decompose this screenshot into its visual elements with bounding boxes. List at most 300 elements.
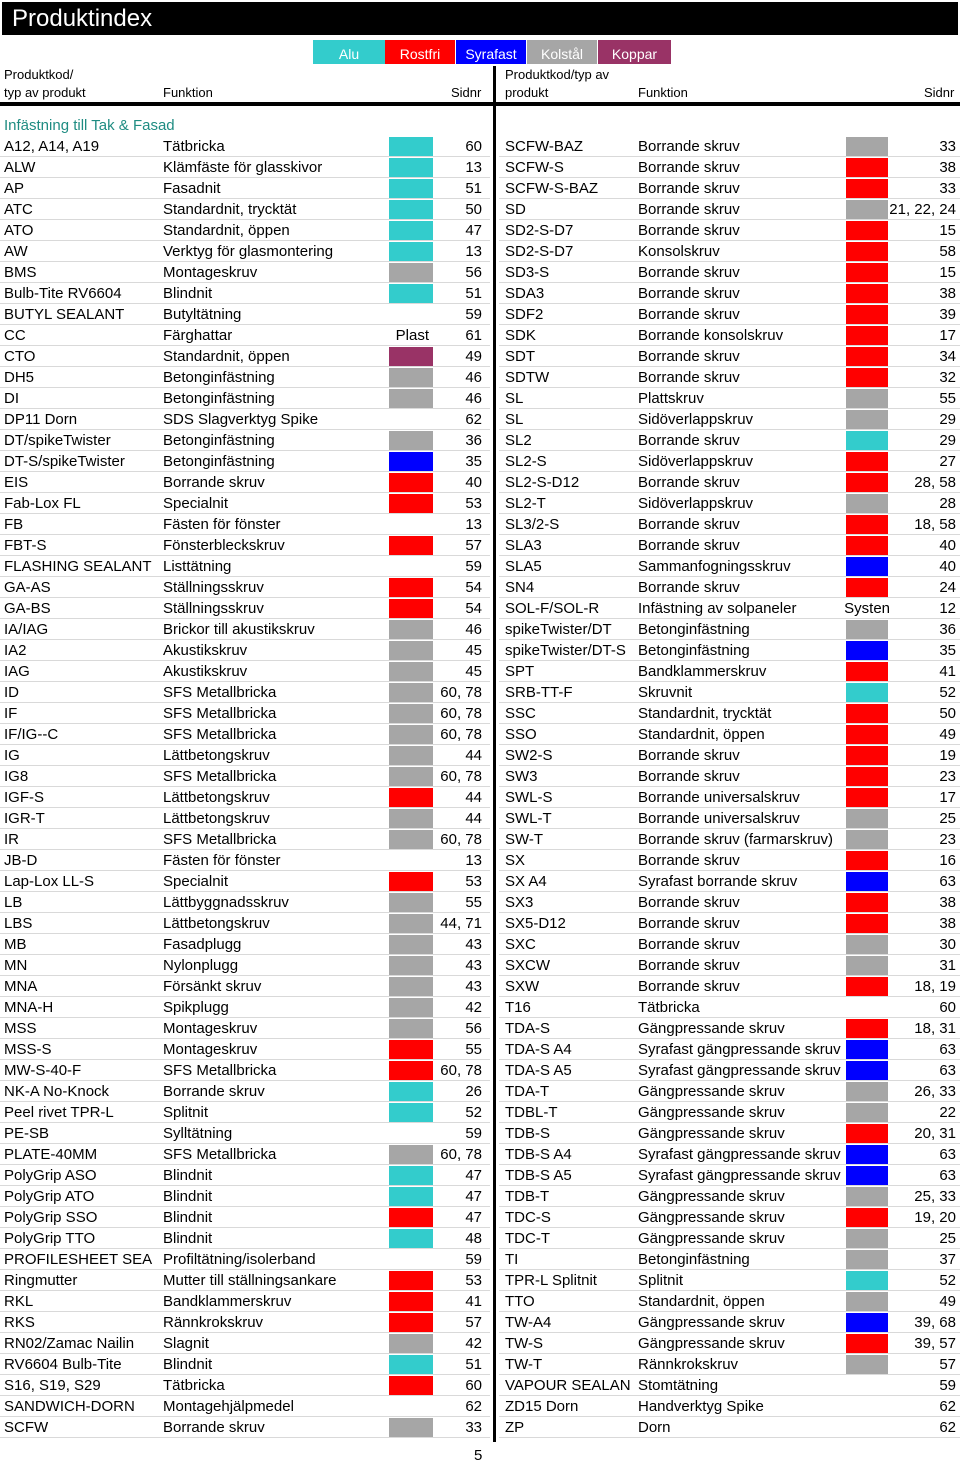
- product-row: [499, 199, 960, 220]
- material-note: Systen: [844, 600, 890, 617]
- product-row: [0, 997, 490, 1018]
- product-function: Sammanfogningsskruv: [638, 558, 791, 575]
- product-function: Konsolskruv: [638, 243, 720, 260]
- page-reference: 18, 58: [914, 516, 956, 533]
- page-reference: 18, 19: [914, 978, 956, 995]
- page-reference: 60, 78: [440, 831, 482, 848]
- product-row: [499, 514, 960, 535]
- product-row: [499, 766, 960, 787]
- product-row: [499, 451, 960, 472]
- material-swatch: [389, 872, 433, 891]
- product-function: Borrande skruv: [638, 432, 740, 449]
- material-swatch: [389, 1313, 433, 1332]
- product-code: SD2-S-D7: [505, 243, 574, 260]
- product-row: [499, 976, 960, 997]
- product-row: [499, 1186, 960, 1207]
- product-row: [499, 325, 960, 346]
- page-reference: 60, 78: [440, 705, 482, 722]
- page-reference: 45: [465, 663, 482, 680]
- product-function: Akustikskruv: [163, 642, 248, 659]
- page-reference: 38: [939, 915, 956, 932]
- product-function: Försänkt skruv: [163, 978, 262, 995]
- product-function: Borrande skruv (farmarskruv): [638, 831, 834, 848]
- product-row: [0, 1291, 490, 1312]
- product-row: [0, 199, 490, 220]
- product-code: SX3: [505, 894, 534, 911]
- material-swatch: [389, 704, 433, 723]
- product-row: [0, 346, 490, 367]
- material-swatch: [389, 977, 433, 996]
- page-reference: 54: [465, 579, 482, 596]
- product-row: [499, 1123, 960, 1144]
- material-swatch: [389, 1145, 433, 1164]
- product-code: SDT: [505, 348, 535, 365]
- page-reference: 15: [939, 222, 956, 239]
- material-note: Plast: [395, 327, 429, 344]
- material-swatch: [389, 998, 433, 1017]
- product-function: Borrande skruv: [638, 474, 740, 491]
- page-reference: 58: [939, 243, 956, 260]
- product-code: ID: [4, 684, 19, 701]
- product-row: [499, 1354, 960, 1375]
- right-product-list: [499, 136, 960, 1438]
- product-code: TDBL-T: [505, 1104, 558, 1121]
- page-reference: 51: [465, 285, 482, 302]
- material-swatch: [389, 368, 433, 387]
- product-code: SD3-S: [505, 264, 550, 281]
- page-reference: 57: [939, 1356, 956, 1373]
- material-swatch: [389, 1103, 433, 1122]
- product-code: IR: [4, 831, 19, 848]
- product-code: CC: [4, 327, 26, 344]
- product-row: [0, 262, 490, 283]
- page-reference: 48: [465, 1230, 482, 1247]
- page-reference: 42: [465, 999, 482, 1016]
- page-reference: 60, 78: [440, 684, 482, 701]
- product-code: SPT: [505, 663, 535, 680]
- product-code: IG: [4, 747, 20, 764]
- product-code: SL2-S: [505, 453, 547, 470]
- page-reference: 37: [939, 1251, 956, 1268]
- product-row: [499, 178, 960, 199]
- page-reference: 56: [465, 264, 482, 281]
- product-function: Montageskruv: [163, 1041, 258, 1058]
- product-row: [0, 682, 490, 703]
- product-code: DI: [4, 390, 19, 407]
- product-code: SX A4: [505, 873, 547, 890]
- product-code: TDA-S: [505, 1020, 550, 1037]
- page-reference: 55: [939, 390, 956, 407]
- product-row: [0, 388, 490, 409]
- product-code: SDA3: [505, 285, 545, 302]
- product-function: Handverktyg Spike: [638, 1398, 764, 1415]
- page-reference: 45: [465, 642, 482, 659]
- product-code: TDC-S: [505, 1209, 551, 1226]
- material-swatch: [389, 1187, 433, 1206]
- right-header-function: Funktion: [638, 85, 688, 100]
- product-function: Fästen för fönster: [163, 516, 281, 533]
- product-code: MNA: [4, 978, 38, 995]
- page-reference: 13: [465, 516, 482, 533]
- page-reference: 63: [939, 1041, 956, 1058]
- product-function: Rännkrokskruv: [638, 1356, 739, 1373]
- product-function: Borrande skruv: [638, 180, 740, 197]
- product-function: Akustikskruv: [163, 663, 248, 680]
- product-row: [499, 1396, 960, 1417]
- legend-item-rostfri: Rostfri: [385, 40, 455, 64]
- page-reference: 49: [939, 726, 956, 743]
- page-reference: 44, 71: [440, 915, 482, 932]
- product-function: Borrande skruv: [638, 978, 740, 995]
- product-code: ATO: [4, 222, 34, 239]
- product-function: Gängpressande skruv: [638, 1188, 785, 1205]
- page-reference: 59: [465, 1251, 482, 1268]
- page-reference: 47: [465, 1209, 482, 1226]
- product-function: SFS Metallbricka: [163, 831, 277, 848]
- product-code: TDB-S A5: [505, 1167, 572, 1184]
- product-row: [499, 367, 960, 388]
- page-reference: 62: [939, 1419, 956, 1436]
- product-code: SCFW-BAZ: [505, 138, 584, 155]
- page-reference: 36: [465, 432, 482, 449]
- material-swatch: [389, 473, 433, 492]
- page-reference: 43: [465, 936, 482, 953]
- material-swatch: [389, 242, 433, 261]
- product-function: Brickor till akustikskruv: [163, 621, 315, 638]
- product-row: [0, 703, 490, 724]
- product-row: [499, 1144, 960, 1165]
- product-function: Lättbetongskruv: [163, 789, 270, 806]
- material-swatch: [389, 746, 433, 765]
- material-swatch: [389, 158, 433, 177]
- product-code: SX: [505, 852, 526, 869]
- product-function: Borrande skruv: [638, 201, 740, 218]
- product-function: Lättbyggnadsskruv: [163, 894, 289, 911]
- product-function: Borrande skruv: [638, 138, 740, 155]
- product-row: [499, 1165, 960, 1186]
- product-code: ZP: [505, 1419, 525, 1436]
- product-row: [499, 787, 960, 808]
- material-swatch: [389, 1082, 433, 1101]
- title-bar: [2, 2, 958, 35]
- product-code: RN02/Zamac Nailin: [4, 1335, 135, 1352]
- product-code: TW-T: [505, 1356, 543, 1373]
- product-row: [0, 1102, 490, 1123]
- product-code: SL: [505, 411, 524, 428]
- page-reference: 52: [939, 1272, 956, 1289]
- product-code: SANDWICH-DORN: [4, 1398, 135, 1415]
- product-code: TW-A4: [505, 1314, 552, 1331]
- product-function: Fönsterbleckskruv: [163, 537, 285, 554]
- product-function: Rännkrokskruv: [163, 1314, 264, 1331]
- product-row: [499, 1312, 960, 1333]
- product-function: Blindnit: [163, 1167, 213, 1184]
- page-reference: 19: [939, 747, 956, 764]
- product-function: Gängpressande skruv: [638, 1314, 785, 1331]
- page-reference: 13: [465, 852, 482, 869]
- product-function: Borrande skruv: [638, 894, 740, 911]
- product-function: Borrande skruv: [163, 1083, 265, 1100]
- product-function: Borrande skruv: [638, 159, 740, 176]
- product-code: PolyGrip ATO: [4, 1188, 95, 1205]
- product-code: RKL: [4, 1293, 34, 1310]
- material-swatch: [389, 914, 433, 933]
- page-reference: 50: [465, 201, 482, 218]
- page-reference: 25, 33: [914, 1188, 956, 1205]
- material-swatch: [389, 809, 433, 828]
- product-code: JB-D: [4, 852, 38, 869]
- page-title: Produktindex: [12, 5, 153, 32]
- product-row: [0, 493, 490, 514]
- product-code: SW-T: [505, 831, 544, 848]
- product-row: [0, 451, 490, 472]
- page-reference: 46: [465, 390, 482, 407]
- product-code: IA2: [4, 642, 27, 659]
- product-function: Listtätning: [163, 558, 232, 575]
- product-function: Gängpressande skruv: [638, 1083, 785, 1100]
- product-row: [0, 1081, 490, 1102]
- product-function: Nylonplugg: [163, 957, 239, 974]
- page-reference: 47: [465, 1188, 482, 1205]
- page-reference: 44: [465, 810, 482, 827]
- page-reference: 12: [939, 600, 956, 617]
- product-code: TI: [505, 1251, 519, 1268]
- product-row: [499, 808, 960, 829]
- product-row: [0, 220, 490, 241]
- legend-item-koppar: Koppar: [598, 40, 671, 64]
- product-code: SDTW: [505, 369, 550, 386]
- material-swatch: [389, 1355, 433, 1374]
- product-function: Lättbetongskruv: [163, 915, 270, 932]
- material-swatch: [389, 1229, 433, 1248]
- product-function: Betonginfästning: [638, 642, 750, 659]
- product-code: GA-AS: [4, 579, 51, 596]
- product-function: Borrande skruv: [638, 579, 740, 596]
- product-row: [499, 1060, 960, 1081]
- product-code: FB: [4, 516, 24, 533]
- product-code: IF: [4, 705, 18, 722]
- section-title: Infästning till Tak & Fasad: [4, 117, 175, 134]
- product-code: spikeTwister/DT-S: [505, 642, 626, 659]
- product-function: SFS Metallbricka: [163, 1146, 277, 1163]
- product-function: Standardnit, trycktät: [163, 201, 297, 218]
- product-row: [499, 682, 960, 703]
- product-code: SW3: [505, 768, 538, 785]
- left-header-code-line2: typ av produkt: [4, 85, 86, 100]
- page-reference: 51: [465, 1356, 482, 1373]
- product-code: SN4: [505, 579, 535, 596]
- product-row: [0, 1417, 490, 1438]
- page-reference: 53: [465, 495, 482, 512]
- column-divider: [493, 66, 496, 1442]
- product-function: Ställningsskruv: [163, 600, 264, 617]
- material-swatch: [389, 956, 433, 975]
- product-row: [0, 1144, 490, 1165]
- page-reference: 30: [939, 936, 956, 953]
- material-swatch: [389, 599, 433, 618]
- product-row: [0, 934, 490, 955]
- product-row: [499, 493, 960, 514]
- product-function: Lättbetongskruv: [163, 747, 270, 764]
- product-code: SSC: [505, 705, 536, 722]
- page-reference: 63: [939, 1167, 956, 1184]
- left-header-page: Sidnr: [451, 85, 482, 100]
- product-function: Syrafast gängpressande skruv: [638, 1167, 841, 1184]
- page-reference: 35: [939, 642, 956, 659]
- material-swatch: [389, 788, 433, 807]
- product-function: Betonginfästning: [163, 432, 275, 449]
- page-reference: 28: [939, 495, 956, 512]
- product-function: Borrande skruv: [638, 369, 740, 386]
- page-reference: 29: [939, 411, 956, 428]
- product-function: Gängpressande skruv: [638, 1230, 785, 1247]
- product-function: Borrande skruv: [163, 1419, 265, 1436]
- product-code: TPR-L Splitnit: [505, 1272, 597, 1289]
- product-row: [0, 136, 490, 157]
- product-code: EIS: [4, 474, 29, 491]
- material-swatch: [389, 536, 433, 555]
- product-code: SWL-T: [505, 810, 552, 827]
- material-swatch: [389, 830, 433, 849]
- product-code: TDA-T: [505, 1083, 550, 1100]
- page-reference: 59: [465, 306, 482, 323]
- page-reference: 26: [465, 1083, 482, 1100]
- page-reference: 56: [465, 1020, 482, 1037]
- product-function: Blindnit: [163, 1230, 213, 1247]
- product-function: Splitnit: [638, 1272, 684, 1289]
- product-code: SX5-D12: [505, 915, 566, 932]
- product-row: [0, 1165, 490, 1186]
- material-swatch: [389, 221, 433, 240]
- page-reference: 60, 78: [440, 1146, 482, 1163]
- product-row: [499, 724, 960, 745]
- page-reference: 63: [939, 1062, 956, 1079]
- page-reference: 33: [465, 1419, 482, 1436]
- material-swatch: [389, 1166, 433, 1185]
- product-row: [0, 808, 490, 829]
- product-code: SWL-S: [505, 789, 553, 806]
- product-row: [499, 661, 960, 682]
- product-function: Montageskruv: [163, 264, 258, 281]
- page-reference: 28, 58: [914, 474, 956, 491]
- product-code: LBS: [4, 915, 33, 932]
- product-code: Lap-Lox LL-S: [4, 873, 95, 890]
- legend-item-syrafast: Syrafast: [456, 40, 526, 64]
- page-reference: 52: [465, 1104, 482, 1121]
- product-function: Verktyg för glasmontering: [163, 243, 334, 260]
- product-code: PolyGrip TTO: [4, 1230, 96, 1247]
- product-row: [0, 745, 490, 766]
- page-reference: 38: [939, 159, 956, 176]
- product-row: [499, 934, 960, 955]
- page-reference: 40: [939, 558, 956, 575]
- product-row: [499, 1417, 960, 1438]
- page-reference: 43: [465, 957, 482, 974]
- product-function: Specialnit: [163, 495, 229, 512]
- page-reference: 55: [465, 894, 482, 911]
- page-reference: 62: [465, 1398, 482, 1415]
- product-function: Lättbetongskruv: [163, 810, 270, 827]
- product-code: SSO: [505, 726, 537, 743]
- product-row: [499, 241, 960, 262]
- product-row: [499, 640, 960, 661]
- page-reference: 23: [939, 768, 956, 785]
- product-row: [0, 640, 490, 661]
- page-reference: 36: [939, 621, 956, 638]
- product-function: Borrande skruv: [638, 348, 740, 365]
- product-function: Standardnit, öppen: [163, 222, 290, 239]
- page-reference: 53: [465, 873, 482, 890]
- product-row: [0, 1333, 490, 1354]
- product-row: [499, 283, 960, 304]
- product-code: T16: [505, 999, 531, 1016]
- product-row: [0, 157, 490, 178]
- material-swatch: [389, 137, 433, 156]
- product-function: Ställningsskruv: [163, 579, 264, 596]
- page-reference: 42: [465, 1335, 482, 1352]
- product-function: Borrande skruv: [638, 915, 740, 932]
- material-swatch: [389, 200, 433, 219]
- material-swatch: [389, 1208, 433, 1227]
- product-row: [0, 850, 490, 871]
- product-function: Borrande skruv: [163, 474, 265, 491]
- product-row: [0, 913, 490, 934]
- product-function: Sidöverlappskruv: [638, 495, 754, 512]
- product-function: Borrande skruv: [638, 285, 740, 302]
- material-swatch: [389, 1334, 433, 1353]
- material-swatch: [389, 1376, 433, 1395]
- product-row: [0, 535, 490, 556]
- page-reference: 49: [465, 348, 482, 365]
- page-reference: 38: [939, 285, 956, 302]
- page-reference: 54: [465, 600, 482, 617]
- product-function: Gängpressande skruv: [638, 1020, 785, 1037]
- page-reference: 23: [939, 831, 956, 848]
- product-row: [499, 1270, 960, 1291]
- product-code: TDB-S: [505, 1125, 550, 1142]
- page-reference: 60: [939, 999, 956, 1016]
- product-row: [499, 136, 960, 157]
- page-reference: 33: [939, 138, 956, 155]
- product-code: SXW: [505, 978, 540, 995]
- product-code: MW-S-40-F: [4, 1062, 82, 1079]
- page-reference: 63: [939, 873, 956, 890]
- product-row: [0, 1354, 490, 1375]
- product-code: TDA-S A4: [505, 1041, 572, 1058]
- product-code: NK-A No-Knock: [4, 1083, 110, 1100]
- product-code: SRB-TT-F: [505, 684, 573, 701]
- product-code: TTO: [505, 1293, 535, 1310]
- product-function: Tätbricka: [638, 999, 700, 1016]
- page-reference: 16: [939, 852, 956, 869]
- page-reference: 60: [465, 1377, 482, 1394]
- product-function: Standardnit, öppen: [638, 1293, 765, 1310]
- product-function: Standardnit, trycktät: [638, 705, 772, 722]
- product-function: Gängpressande skruv: [638, 1125, 785, 1142]
- product-function: Standardnit, öppen: [638, 726, 765, 743]
- product-code: PLATE-40MM: [4, 1146, 98, 1163]
- product-code: IGR-T: [4, 810, 45, 827]
- material-swatch: [389, 683, 433, 702]
- product-function: Borrande skruv: [638, 936, 740, 953]
- product-code: SOL-F/SOL-R: [505, 600, 600, 617]
- product-function: Infästning av solpaneler: [638, 600, 797, 617]
- material-swatch: [389, 1292, 433, 1311]
- product-function: Blindnit: [163, 1209, 213, 1226]
- product-function: Fästen för fönster: [163, 852, 281, 869]
- product-code: DT/spikeTwister: [4, 432, 111, 449]
- product-row: [499, 871, 960, 892]
